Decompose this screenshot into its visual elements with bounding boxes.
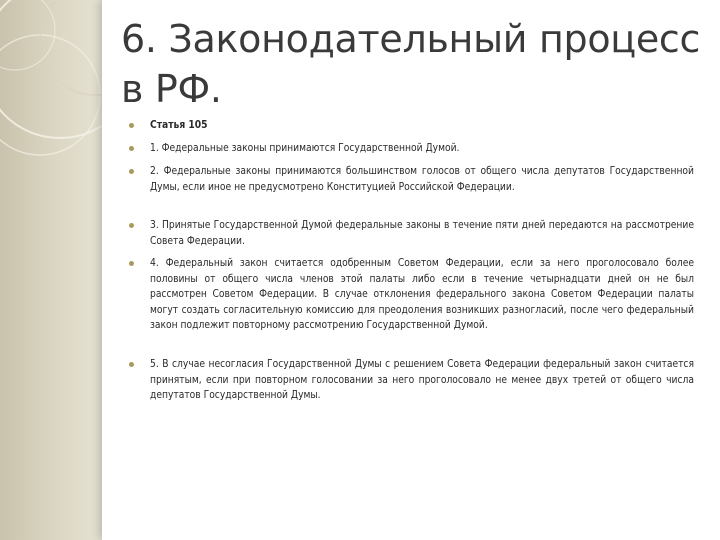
list-item-text: 4. Федеральный закон считается одобренным Советом Федерации, если за него проголосовало более половины от общего числа членов этой палаты либо если в течение четырнадцати дней он не был рассмотрен Советом Федерации. В случае отклонения федерального закона Советом Федерации палаты могут создать согласительную комиссию для преодоления возникших разногласий, после чего федеральный закон подлежит повторному рассмотрению Государственной Думой. <box>150 258 694 331</box>
list-item <box>128 218 694 256</box>
list-item-text: 5. В случае несогласия Государственной Думы с решением Совета Федерации федеральный закон считается принятым, если при повторном голосовании за него проголосовало не менее двух третей от общего числа депутатов Государственной Думы. <box>150 359 694 401</box>
bullet-dot <box>129 362 134 367</box>
list-item-text: 3. Принятые Государственной Думой федеральные законы в течение пяти дней передаются на рассмотрение Совета Федерации. <box>150 220 694 247</box>
bullet-dot <box>129 223 134 228</box>
slide-title <box>121 14 701 114</box>
list-item <box>128 164 694 218</box>
list-item <box>128 357 694 409</box>
bullet-dot <box>129 146 134 151</box>
title-line-2: в РФ. <box>121 67 222 111</box>
list-item <box>128 118 694 141</box>
list-item-text: 2. Федеральные законы принимаются большинством голосов от общего числа депутатов Государственной Думы, если иное не предусмотрено Конституцией Российской Федерации. <box>150 166 694 193</box>
bullet-dot <box>129 261 134 266</box>
article-heading: Статья 105 <box>150 120 208 131</box>
list-item <box>128 141 694 164</box>
title-line-1: 6. Законодательный процесс <box>121 17 701 61</box>
list-item-text: 1. Федеральные законы принимаются Государственной Думой. <box>150 143 460 154</box>
bullet-list <box>128 118 694 409</box>
list-item <box>128 256 694 357</box>
bullet-dot <box>129 123 134 128</box>
bullet-dot <box>129 169 134 174</box>
